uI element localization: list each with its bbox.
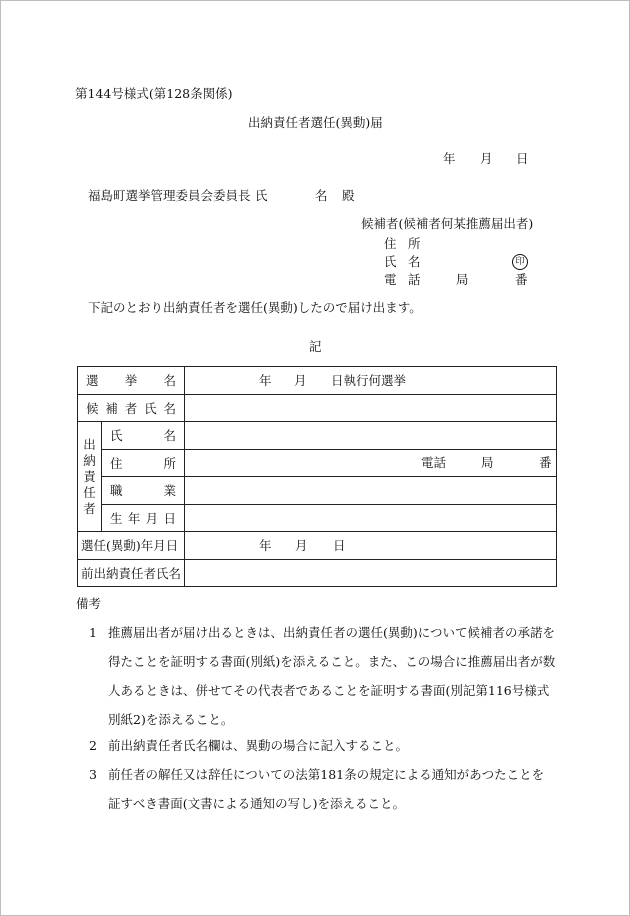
appointment-date-label: 選任(異動)年月日 xyxy=(78,532,185,560)
number-label: 番 xyxy=(539,454,552,470)
treasurer-group-label xyxy=(78,422,102,532)
applicant-phone-char: 話 xyxy=(408,272,421,287)
election-year: 年 xyxy=(259,373,272,389)
label-char: 日 xyxy=(163,510,176,526)
addressee-shi: 氏 xyxy=(255,188,268,203)
label-char: 者 xyxy=(83,500,96,516)
applicant-name-char: 名 xyxy=(408,254,421,269)
label-char: 生 xyxy=(110,510,123,526)
table-row xyxy=(78,504,557,532)
label-char: 業 xyxy=(163,483,177,499)
treasurer-name-label xyxy=(102,422,185,450)
note-number: 2 xyxy=(89,738,97,753)
applicant-heading: 候補者(候補者何某推薦届出者) xyxy=(361,216,534,231)
election-name-value[interactable] xyxy=(185,367,557,395)
addressee-mei: 名 xyxy=(315,188,328,203)
note-text xyxy=(108,731,556,760)
label-char: 者 xyxy=(124,400,138,416)
treasurer-occupation-value[interactable] xyxy=(185,477,557,505)
table-row xyxy=(78,367,557,395)
note-text xyxy=(108,760,556,818)
treasurer-birthdate-label xyxy=(102,504,185,532)
note-3-text: 前任者の解任又は辞任についての法第181条の規定による通知があつたことを証すべき書面(文書による通知の写し)を添えること。 xyxy=(108,767,545,811)
table-row xyxy=(78,559,557,587)
table-row xyxy=(78,394,557,422)
date-month: 月 xyxy=(480,151,493,166)
label-char: 責 xyxy=(83,468,96,484)
note-number: 3 xyxy=(89,767,97,782)
label-char: 月 xyxy=(145,510,159,526)
previous-treasurer-label: 前出納責任者氏名 xyxy=(78,559,185,587)
label-char: 氏 xyxy=(110,428,123,444)
candidate-name-label xyxy=(78,394,185,422)
label-char: 挙 xyxy=(124,373,138,389)
election-name-label xyxy=(78,367,185,395)
note-2-text: 前出納責任者氏名欄は、異動の場合に記入すること。 xyxy=(108,738,409,753)
appointment-day: 日 xyxy=(333,538,346,554)
treasurer-birthdate-value[interactable] xyxy=(185,504,557,532)
statement: 下記のとおり出納責任者を選任(異動)したので届け出ます。 xyxy=(88,300,422,315)
date-year: 年 xyxy=(443,151,456,166)
addressee-dono: 殿 xyxy=(342,188,355,203)
table-row xyxy=(78,422,557,450)
addressee-name: 福島町選挙管理委員会委員長 xyxy=(88,188,251,203)
treasurer-occupation-label xyxy=(102,477,185,505)
applicant-bureau: 局 xyxy=(456,272,469,287)
remarks-heading: 備考 xyxy=(76,596,102,611)
note-number: 1 xyxy=(89,625,97,640)
note-1-text: 推薦届出者が届け出るときは、出納責任者の選任(異動)について候補者の承諾を得たことを証明する書面(別紙)を添えること。また、この場合に推薦届出者が数人あるときは、併せてその代表者であることを証明する書面(別記第116号様式別紙2)を添えること。 xyxy=(108,625,556,727)
label-char: 納 xyxy=(83,452,96,468)
form-table xyxy=(77,366,557,587)
applicant-address-char: 住 xyxy=(384,236,397,251)
candidate-name-value[interactable] xyxy=(185,394,557,422)
table-row xyxy=(78,477,557,505)
table-row xyxy=(78,449,557,477)
applicant-address-char: 所 xyxy=(408,236,421,251)
label-char: 補 xyxy=(105,400,118,416)
label-char: 任 xyxy=(83,484,96,500)
label-char: 年 xyxy=(127,510,141,526)
label-char: 所 xyxy=(163,455,177,471)
form-title: 出納責任者選任(異動)届 xyxy=(248,115,383,130)
treasurer-name-value[interactable] xyxy=(185,422,557,450)
label-char: 候 xyxy=(86,400,99,416)
bureau-label: 局 xyxy=(481,454,494,470)
treasurer-address-label xyxy=(102,449,185,477)
label-char: 氏 xyxy=(144,400,157,416)
label-char: 出 xyxy=(83,436,96,452)
date-day: 日 xyxy=(516,151,529,166)
phone-label: 電話 xyxy=(421,454,447,470)
treasurer-address-value[interactable] xyxy=(185,449,557,477)
ki-label: 記 xyxy=(309,339,322,354)
label-char: 名 xyxy=(163,373,177,389)
previous-treasurer-value[interactable] xyxy=(185,559,557,587)
applicant-number: 番 xyxy=(515,272,528,287)
label-char: 住 xyxy=(110,455,123,471)
election-text: 日執行何選挙 xyxy=(331,373,407,389)
seal-mark: 印 xyxy=(512,254,528,270)
label-char: 選 xyxy=(86,373,99,389)
election-month: 月 xyxy=(294,373,307,389)
appointment-year: 年 xyxy=(259,538,272,554)
appointment-month: 月 xyxy=(295,538,308,554)
form-number: 第144号様式(第128条関係) xyxy=(75,86,233,101)
table-row xyxy=(78,532,557,560)
label-char: 名 xyxy=(163,428,177,444)
applicant-phone-char: 電 xyxy=(384,272,397,287)
note-text xyxy=(108,618,556,734)
appointment-date-value[interactable] xyxy=(185,532,557,560)
applicant-name-char: 氏 xyxy=(384,254,397,269)
label-char: 職 xyxy=(110,483,123,499)
label-char: 名 xyxy=(163,400,177,416)
